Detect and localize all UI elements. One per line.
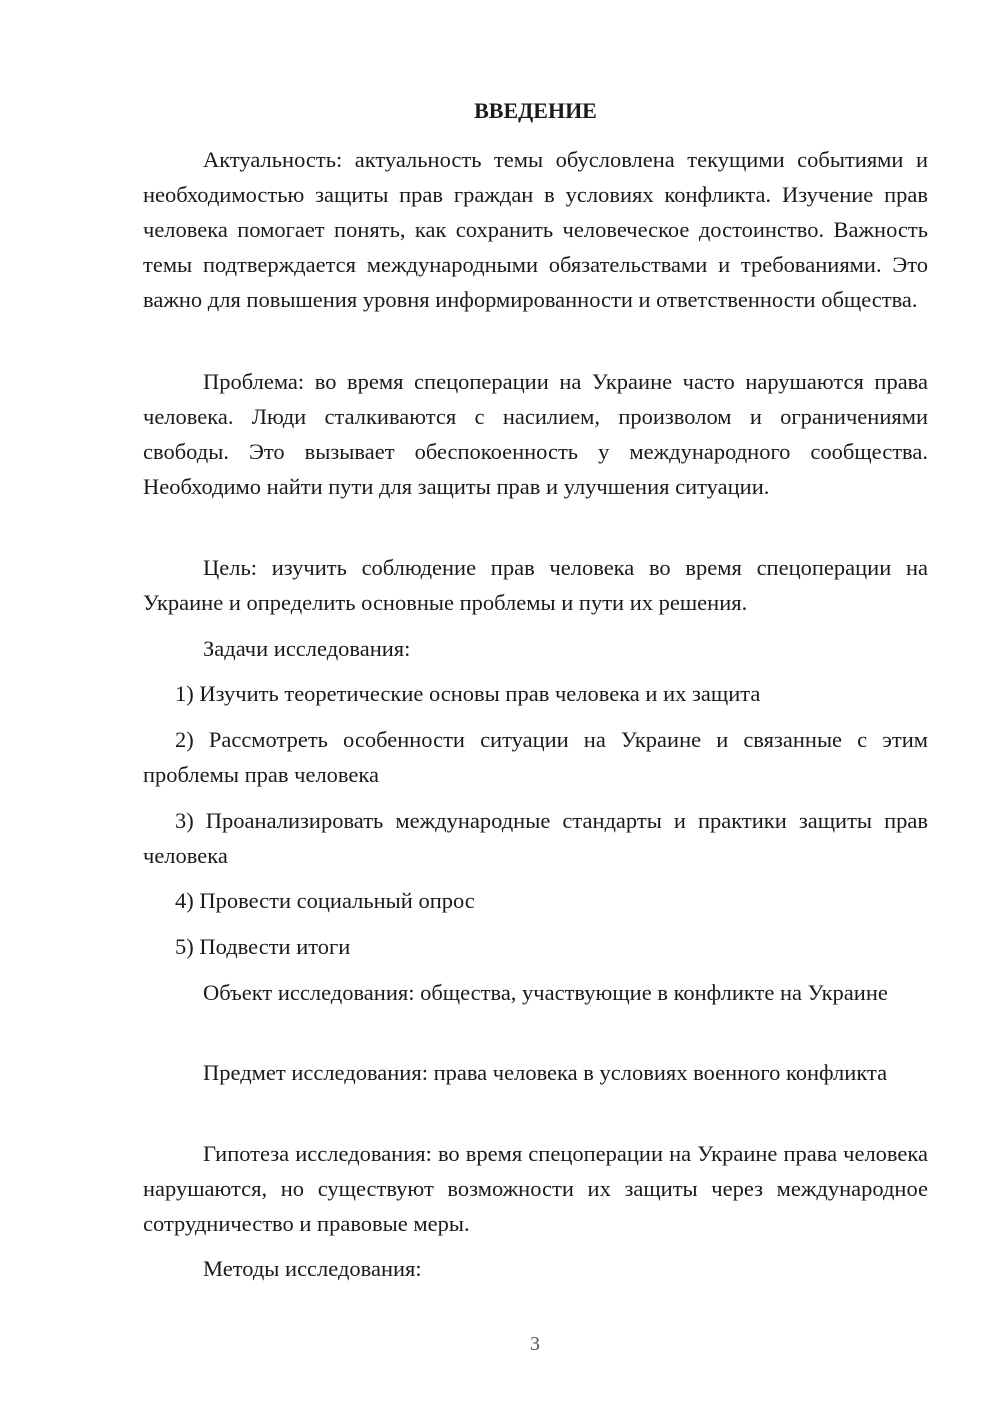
list-item-task-5: 5) Подвести итоги xyxy=(175,934,351,959)
list-item-task-2: 2) Рассмотреть особенности ситуации на Украине и связанные с этим проблемы прав человека xyxy=(143,727,928,787)
paragraph-relevance: Актуальность: актуальность темы обусловлена текущими событиями и необходимостью защиты прав граждан в условиях конфликта. Изучение прав человека помогает понять, как сохранить человеческое достоинство. Важность темы подтверждается международными обязательствами и требованиями. Это важно для повышения уровня информированности и ответственности общества. xyxy=(143,147,928,312)
list-item-task-1: 1) Изучить теоретические основы прав человека и их защита xyxy=(175,681,761,706)
list-item-task-3: 3) Проанализировать международные стандарты и практики защиты прав человека xyxy=(143,808,928,868)
paragraph-subject: Предмет исследования: права человека в условиях военного конфликта xyxy=(203,1060,888,1085)
paragraph-problem: Проблема: во время спецоперации на Украине часто нарушаются права человека. Люди сталкиваются с насилием, произволом и ограничениями свободы. Это вызывает обеспокоенность у международного сообщества. Необходимо найти пути для защиты прав и улучшения ситуации. xyxy=(143,369,928,499)
paragraph-hypothesis: Гипотеза исследования: во время спецоперации на Украине права человека нарушаются, но существуют возможности их защиты через международное сотрудничество и правовые меры. xyxy=(143,1141,928,1236)
section-heading: ВВЕДЕНИЕ xyxy=(474,98,597,123)
paragraph-object: Объект исследования: общества, участвующие в конфликте на Украине xyxy=(203,980,888,1005)
page-number: 3 xyxy=(530,1333,540,1355)
paragraph-methods-heading: Методы исследования: xyxy=(203,1256,422,1281)
paragraph-goal: Цель: изучить соблюдение прав человека во время спецоперации на Украине и определить основные проблемы и пути их решения. xyxy=(143,555,928,615)
list-item-task-4: 4) Провести социальный опрос xyxy=(175,888,475,913)
paragraph-tasks-heading: Задачи исследования: xyxy=(203,636,411,661)
